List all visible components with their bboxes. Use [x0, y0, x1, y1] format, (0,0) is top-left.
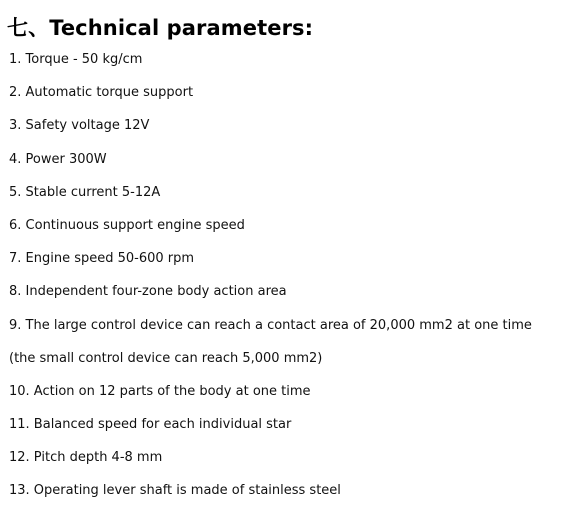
list-item: 10. Action on 12 parts of the body at one time	[9, 383, 311, 399]
list-item: 12. Pitch depth 4-8 mm	[9, 450, 163, 466]
page-title: 七、Technical parameters:	[7, 16, 314, 40]
list-item: 3. Safety voltage 12V	[9, 118, 150, 134]
list-item: 7. Engine speed 50-600 rpm	[9, 251, 195, 267]
list-item: 4. Power 300W	[9, 151, 107, 167]
list-item: 11. Balanced speed for each individual star	[9, 417, 292, 433]
list-item: 1. Torque - 50 kg/cm	[9, 52, 143, 67]
list-item: 8. Independent four-zone body action area	[9, 284, 287, 300]
list-item: 6. Continuous support engine speed	[9, 217, 245, 233]
list-item: 9. The large control device can reach a contact area of 20,000 mm2 at one time	[9, 317, 532, 333]
list-item: 13. Operating lever shaft is made of stainless steel	[9, 483, 341, 499]
list-item: 2. Automatic torque support	[9, 85, 194, 101]
list-item: 5. Stable current 5-12A	[9, 184, 161, 200]
list-item: (the small control device can reach 5,000 mm2)	[9, 350, 323, 366]
parameter-list	[9, 50, 532, 515]
